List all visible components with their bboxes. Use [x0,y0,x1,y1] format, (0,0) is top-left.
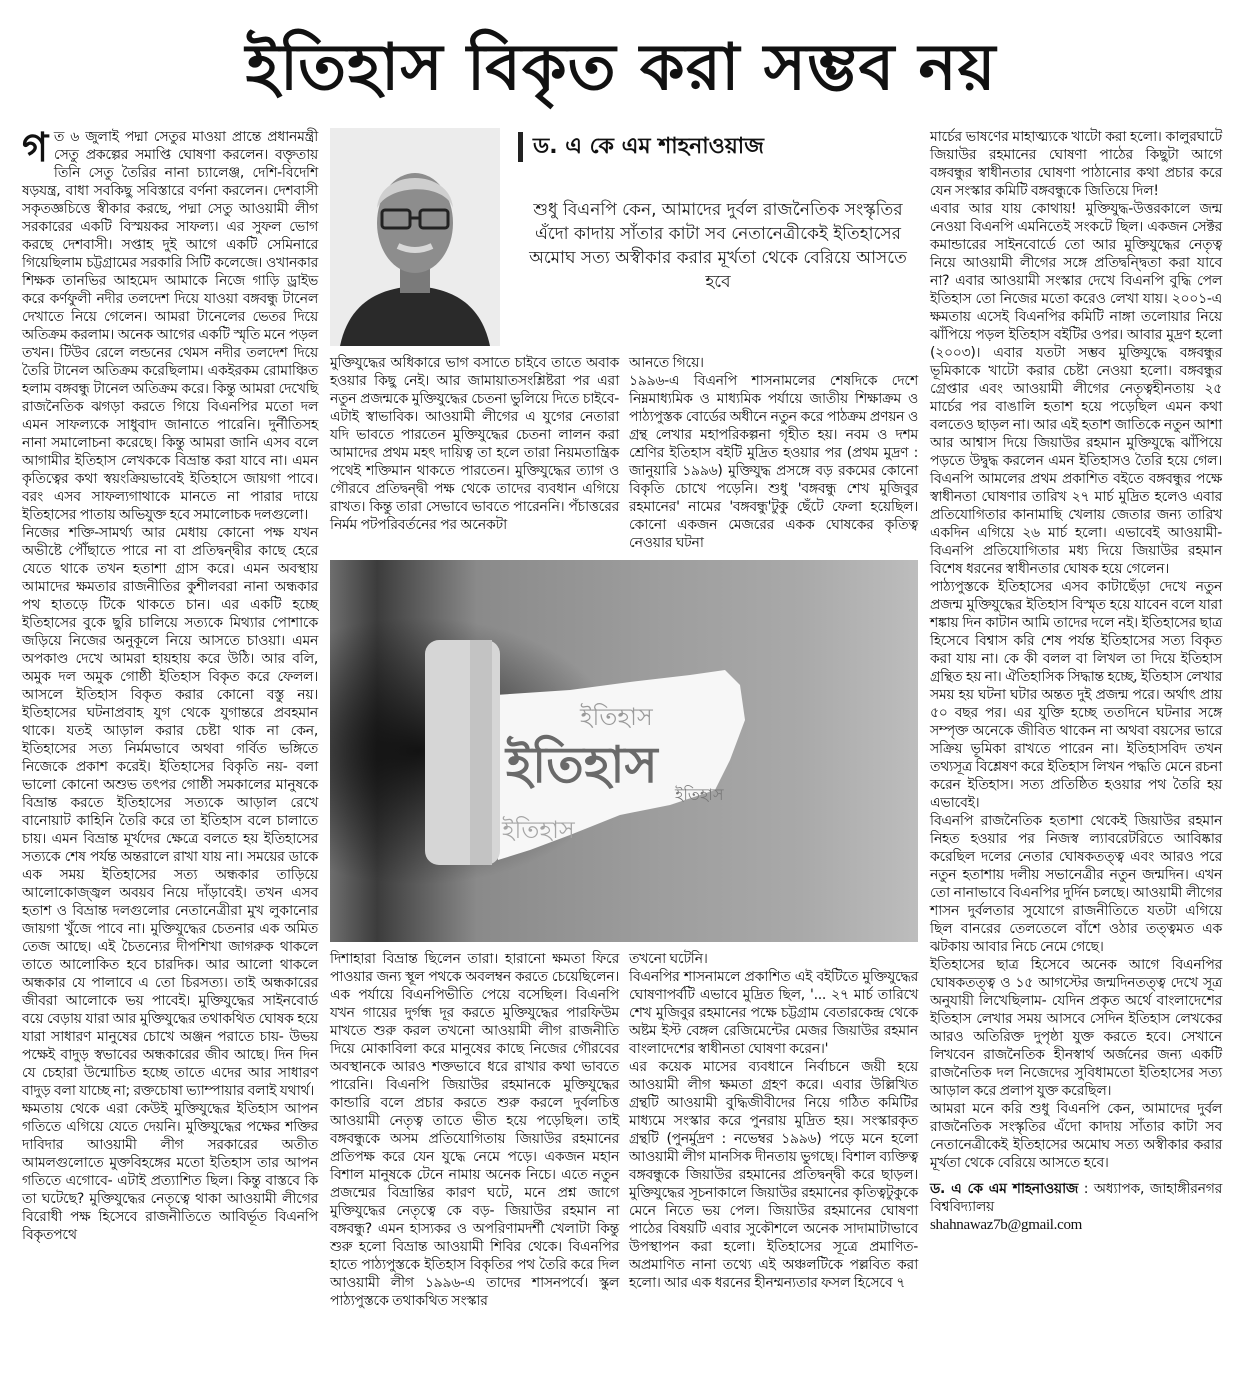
paragraph: বিএনপির শাসনামলে প্রকাশিত এই বইটিতে মুক্তিযুদ্ধের ঘোষণাপর্বটি এভাবে মুদ্রিত ছিল, '... ২৭ মার্চ তারিখে শেখ মুজিবুর রহমানের পক্ষে চট্টগ্রাম বেতারকেন্দ্র থেকে অষ্টম ইস্ট বেঙ্গল রেজিমেন্টের মেজর জিয়াউর রহমান বাংলাদেশের স্বাধীনতা ঘোষণা করেন।' [629,969,918,1057]
columns-top [330,354,918,552]
paragraph: ক্ষমতায় থেকে এরা কেউই মুক্তিযুদ্ধের ইতিহাস আপন গতিতে এগিয়ে যেতে দেয়নি। মুক্তিযুদ্ধের পক্ষের শক্তির দাবিদার আওয়ামী লীগ সরকারের অতীত আমলগুলোতে মুক্তবিহঙ্গের মতো ইতিহাস তার আপন গতিতে এগোবে- এটাই প্রত্যাশিত ছিল। কিন্তু বাস্তবে কি তা ঘটেছে? মুক্তিযুদ্ধের নেতৃত্বে থাকা আওয়ামী লীগের বিরোধী পক্ষ হিসেবে রাজনীতিতে আবির্ভূত বিএনপি বিকৃতপথে [22,1101,318,1243]
paragraph: আমরা মনে করি শুধু বিএনপি কেন, আমাদের দুর্বল রাজনৈতিক সংস্কৃতির এঁদো কাদায় সাঁতার কাটা সব নেতানেত্রীকেই ইতিহাসের অমোঘ সত্য অস্বীকার করার মূর্খতা থেকে বেরিয়ে আসতে হবে। [930,1101,1222,1171]
paragraph: তখনো ঘটেনি। [629,951,708,967]
header-text [518,128,918,294]
illustration-word: ইতিহাস [675,785,724,804]
column-4 [930,128,1222,1234]
illustration-torn-paper [330,560,918,942]
author-byline: ড. এ কে এম শাহনাওয়াজ [518,132,764,162]
paragraph: ইতিহাসের ছাত্র হিসেবে অনেক আগে বিএনপির ঘোষকতত্ত্ব ও ১৫ আগস্টের জন্মদিনতত্ত্ব দেখে সূত্র অনুযায়ী লিখেছিলাম- যেদিন প্রকৃত অর্থে বাংলাদেশের ইতিহাস লেখার সময় আসবে সেদিন ইতিহাস লেখকের আরও অতিরিক্ত দুপৃষ্ঠা যুক্ত করতে হবে। সেখানে লিখবেন রাজনৈতিক হীনস্বার্থ অর্জনের জন্য একটি রাজনৈতিক দল নিজেদের সুবিধামতো ইতিহাসের সত্য আড়াল করে প্রলাপ যুক্ত করেছিল। [930,957,1222,1099]
author-footer [930,1180,1222,1234]
drop-cap: গ [22,125,48,171]
headline: ইতিহাস বিকৃত করা সম্ভব নয় [245,31,997,105]
paragraph: পাঠ্যপুস্তকে ইতিহাসের এসব কাটাছেঁড়া দেখে নতুন প্রজন্ম মুক্তিযুদ্ধের ইতিহাস বিস্মৃত হয়ে যাবেন বলে যারা শঙ্কায় দিন কাটান আমি তাদের দলে নই। ইতিহাসের ছাত্র হিসেবে বিশ্বাস করি শেষ পর্যন্ত ইতিহাসের সত্য বিকৃত করা যায় না। কে কী বলল বা লিখল তা দিয়ে ইতিহাস গ্রন্থিত হয় না। ঐতিহাসিক সিদ্ধান্ত হচ্ছে, ইতিহাস লেখার সময় হয় ঘটনা ঘটার অন্তত দুই প্রজন্ম পরে। অর্থাৎ প্রায় ৫০ বছর পর। এর যুক্তি হচ্ছে ততদিনে ঘটনার সঙ্গে সম্পৃক্ত অনেকে জীবিত থাকেন না অথবা বয়সের ভারে সক্রিয় ভূমিকা রাখতে পারেন না। ইতিহাসবিদ তখন তথ্যসূত্র বিশ্লেষণ করে ইতিহাস লিখন পদ্ধতি মেনে রচনা করেন ইতিহাস। সত্য প্রতিষ্ঠিত হওয়ার পথ তৈরি হয় এভাবেই। [930,579,1222,811]
column-2-top [330,354,619,552]
paragraph: এবার আর যায় কোথায়! মুক্তিযুদ্ধ-উত্তরকালে জন্ম নেওয়া বিএনপি এমনিতেই সংকটে ছিল। একজন সেক্টর কমান্ডারের সাইনবোর্ডে তো আর মুক্তিযুদ্ধের নেতৃত্ব নিয়ে আওয়ামী লীগের সঙ্গে প্রতিদ্বন্দ্বিতা করা যাবে না? এবার আওয়ামী সংস্কার দেখে বিএনপি বুদ্ধি পেল ইতিহাস তো নিজের মতো করেও লেখা যায়। ২০০১-এ ক্ষমতায় এসেই বিএনপির কমিটি নাঙ্গা তলোয়ার নিয়ে ঝাঁপিয়ে পড়ল ইতিহাস বইটির ওপর। আবার মুদ্রণ হলো (২০০৩)। এবার যতটা সম্ভব মুক্তিযুদ্ধে বঙ্গবন্ধুর ভূমিকাকে খাটো করার চেষ্টা নেওয়া হলো। বঙ্গবন্ধুর গ্রেপ্তার এবং আওয়ামী লীগের নেতৃত্বহীনতায় ২৫ মার্চের পর বাঙালি হতাশ হয়ে পড়েছিল এমন কথা বলতেও ছাড়ল না। আর এই হতাশ জাতিকে নতুন আশা আর আশ্বাস দিয়ে জিয়াউর রহমান মুক্তিযুদ্ধে ঝাঁপিয়ে পড়তে উদ্বুদ্ধ করলেন এমন ইতিহাসও তৈরি হয়ে গেল। বিএনপি আমলের প্রথম প্রকাশিত বইতে বঙ্গবন্ধুর পক্ষে স্বাধীনতা ঘোষণার তারিখ ২৭ মার্চ মুদ্রিত হলেও এবার প্রতিযোগিতার কানামাছি খেলায় জেতার জন্য তারিখ একদিন এগিয়ে ২৬ মার্চ হলো। এভাবেই আওয়ামী-বিএনপি প্রতিযোগিতার মধ্য দিয়ে জিয়াউর রহমান বিশেষ ধরনের স্বাধীনতার ঘোষক হয়ে গেলেন। [930,201,1222,577]
illustration-word: ইতিহাস [580,703,653,731]
column-2-bottom [330,950,619,1310]
paragraph: এর কয়েক মাসের ব্যবধানে নির্বাচনে জয়ী হয়ে আওয়ামী লীগ ক্ষমতা গ্রহণ করে। এবার উল্লিখিত গ্রন্থটি আওয়ামী বুদ্ধিজীবীদের নিয়ে গঠিত কমিটির মাধ্যমে সংস্কার করে পুনরায় মুদ্রিত হয়। সংস্কারকৃত গ্রন্থটি (পুনর্মুদ্রণ : নভেম্বর ১৯৯৬) পড়ে মনে হলো আওয়ামী লীগ মানসিক দীনতায় ভুগছে। বিশাল ব্যক্তিত্ব বঙ্গবন্ধুকে জিয়াউর রহমানের প্রতিদ্বন্দ্বী করে ছাড়ল। মুক্তিযুদ্ধের সূচনাকালে জিয়াউর রহমানের কৃতিত্বটুকুকে মেনে নিতে ভয় পেল। জিয়াউর রহমানের ঘোষণা পাঠের বিষয়টি এবার সুকৌশলে অনেক সাদামাটাভাবে উপস্থাপন করা হলো। ইতিহাসের সূত্রে প্রমাণিত-অপ্রমাণিত নানা তথ্যে এই অঞ্চলটিকে পল্লবিত করা হলো। আর এক ধরনের হীনম্মন্যতার ফসল হিসেবে ৭ [629,1059,918,1291]
paragraph [22,125,318,524]
footer-author-role: : অধ্যাপক, জাহাঙ্গীরনগর বিশ্ববিদ্যালয় [930,1181,1222,1215]
illustration-word: ইতিহাস [502,816,575,844]
author-portrait-icon [330,128,500,346]
author-photo [330,128,500,346]
illustration-word-main: ইতিহাস [506,736,658,794]
paragraph-text: ত ৬ জুলাই পদ্মা সেতুর মাওয়া প্রান্তে প্রধানমন্ত্রী সেতু প্রকল্পের সমাপ্তি ঘোষণা করলেন। বক্তৃতায় তিনি সেতু তৈরির নানা চ্যালেঞ্জ, দেশি-বিদেশি ষড়যন্ত্র, বাধা সবকিছু সবিস্তারে বর্ণনা করলেন। দেশবাসী সকৃতজ্ঞচিত্তে স্বীকার করছে, পদ্মা সেতু আওয়ামী লীগ সরকারের একটি বিস্ময়কর সাফল্য। এর সুফল ভোগ করছে দেশবাসী। সপ্তাহ দুই আগে একটি সেমিনারে গিয়েছিলাম চট্টগ্রামের সরকারি সিটি কলেজে। ওখানকার শিক্ষক তানভির আহমেদ আমাকে নিজে গাড়ি ড্রাইভ করে কর্ণফুলী নদীর তলদেশ দিয়ে যাওয়া বঙ্গবন্ধু টানেল দেখাতে নিয়ে গেলেন। আমরা টানেলের ভেতর দিয়ে অতিক্রম করলাম। অনেক আগের একটি স্মৃতি মনে পড়ল তখন। টিউব রেলে লন্ডনের থেমস নদীর তলদেশ দিয়ে তৈরি টানেল অতিক্রম করেছিলাম। একইরকম রোমাঞ্চিত হলাম বঙ্গবন্ধু টানেল অতিক্রম করে। কিন্তু আমরা দেখেছি রাজনৈতিক ঝগড়া করতে গিয়ে বিএনপির মতো দল এমন সাফল্যকে সাধুবাদ জানাতে পারেনি। দুর্নীতিসহ নানা সমালোচনা করেছে। কিন্তু আমরা জানি এসব বলে আগামীর ইতিহাস লেখককে বিভ্রান্ত করা যাবে না। এমন কৃতিত্বের কথা স্বয়ংক্রিয়ভাবেই ইতিহাসে জায়গা পাবে। বরং এসব সাফল্যগাথাকে মানতে না পারার দায়ে ইতিহাসের পাতায় অভিযুক্ত হবে সমালোচক দলগুলো। [22,129,318,523]
columns-bottom [330,950,918,1310]
paragraph: আনতে গিয়ে। [629,355,704,371]
paragraph: বিএনপি রাজনৈতিক হতাশা থেকেই জিয়াউর রহমান নিহত হওয়ার পর নিজস্ব ল্যাবরেটরিতে আবিষ্কার করেছিল দলের নেতার ঘোষকতত্ত্ব এবং আরও পরে নতুন হতাশায় দলীয় সভানেত্রীর নতুন জন্মদিন। এখন তো নানাভাবে বিএনপির দুর্দিন চলছে। আওয়ামী লীগের শাসন দুর্বলতার সুযোগে রাজনীতিতে যতটা এগিয়ে ছিল বানরের তেলতেলে বাঁশে ওঠার তত্ত্বমত এক ঝটকায় আবার নিচে নেমে গেছে। [930,813,1222,955]
article-body [0,118,1242,1310]
article-header [330,128,918,346]
column-3-top [629,354,918,552]
footer-author-name: ড. এ কে এম শাহনাওয়াজ [930,1181,1079,1197]
center-section [330,128,918,1310]
paragraph: ১৯৯৬-এ বিএনপি শাসনামলের শেষদিকে দেশে নিম্নমাধ্যমিক ও মাধ্যমিক পর্যায়ে জাতীয় শিক্ষাক্রম ও পাঠ্যপুস্তক বোর্ডের অধীনে নতুন করে পাঠক্রম প্রণয়ন ও গ্রন্থ লেখার মহাপরিকল্পনা গৃহীত হয়। নবম ও দশম শ্রেণির ইতিহাস বইটি মুদ্রিত হওয়ার পর (প্রথম মুদ্রণ : জানুয়ারি ১৯৯৬) মুক্তিযুদ্ধ প্রসঙ্গে বড় রকমের কোনো বিকৃতি চোখে পড়েনি। শুধু 'বঙ্গবন্ধু শেখ মুজিবুর রহমানের' নামের 'বঙ্গবন্ধু'টুকু ছেঁটে ফেলা হয়েছিল। কোনো একজন মেজরের একক ঘোষকের কৃতিত্ব নেওয়ার ঘটনা [629,373,918,551]
author-email-link[interactable]: shahnawaz7b@gmail.com [930,1217,1083,1233]
paragraph: মুক্তিযুদ্ধের অধিকারে ভাগ বসাতে চাইবে তাতে অবাক হওয়ার কিছু নেই। আর জামায়াতসংশ্লিষ্টরা পর এরা নতুন প্রজন্মকে মুক্তিযুদ্ধের চেতনা ভুলিয়ে দিতে চাইবে- এটাই স্বাভাবিক। আওয়ামী লীগের এ যুগের নেতারা যদি ভাবতে পারতেন মুক্তিযুদ্ধের চেতনা লালন করা আমাদের প্রথম মহৎ দায়িত্ব তা হলে তারা নিয়মতান্ত্রিক পথেই শক্তিমান থাকতে পারতেন। মুক্তিযুদ্ধের ত্যাগ ও গৌরবে প্রতিদ্বন্দ্বী পক্ষ থেকে তাদের ব্যবধান এগিয়ে রাখত। কিন্তু তারা সেভাবে ভাবতে পারেননি। পঁচাত্তরের নির্মম পটপরিবর্তনের পর অনেকটা [330,355,619,533]
torn-paper-image [330,560,918,942]
deck-summary: শুধু বিএনপি কেন, আমাদের দুর্বল রাজনৈতিক সংস্কৃতির এঁদো কাদায় সাঁতার কাটা সব নেতানেত্রীকেই ইতিহাসের অমোঘ সত্য অস্বীকার করার মূর্খতা থেকে বেরিয়ে আসতে হবে [529,200,907,292]
paragraph: মার্চের ভাষণের মাহাত্ম্যকে খাটো করা হলো। কালুরঘাটে জিয়াউর রহমানের ঘোষণা পাঠের কিছুটা আগে বঙ্গবন্ধুর স্বাধীনতার ঘোষণা পাঠানোর কথা প্রচার করে যেন সংস্কার কমিটি বঙ্গবন্ধুকে জিতিয়ে দিল! [930,129,1222,199]
column-3-bottom [629,950,918,1310]
paragraph: নিজের শক্তি-সামর্থ্য আর মেধায় কোনো পক্ষ যখন অভীষ্টে পৌঁছাতে পারে না বা প্রতিদ্বন্দ্বীর কাছে হেরে যেতে থাকে তখন হতাশা গ্রাস করে। এমন অবস্থায় আমাদের ক্ষমতার রাজনীতির কুশীলবরা নানা অন্ধকার পথ হাতড়ে টিকে থাকতে চান। এর একটি হচ্ছে ইতিহাসের বুকে ছুরি চালিয়ে সত্যকে মিথ্যার পোশাকে জড়িয়ে নিজের অনুকূলে নিয়ে আসতে চাওয়া। এমন অপকাণ্ড দেখে আমরা হায়হায় করে উঠি। আর বলি, অমুক দল অমুক গোষ্ঠী ইতিহাস বিকৃত করে ফেলল। আসলে ইতিহাস বিকৃত করার কোনো বস্তু নয়। ইতিহাসের ঘটনাপ্রবাহ যুগ থেকে যুগান্তরে প্রবহমান থাকে। যতই আড়াল করার চেষ্টা থাক না কেন, ইতিহাসের সত্য নির্মমভাবে অথবা গর্বিত ভঙ্গিতে নিজেকে প্রকাশ করেই। ইতিহাসের বিকৃতি নয়- বলা ভালো কোনো অশুভ তৎপর গোষ্ঠী সমকালের মানুষকে বিভ্রান্ত করতে ইতিহাসের সত্যকে আড়াল রেখে বানোয়াট কাহিনি তৈরি করে তা ইতিহাস বলে চালাতে চায়। এমন বিভ্রান্ত মূর্খদের ক্ষেত্রে বলতে হয় ইতিহাসের সত্যকে শেষ পর্যন্ত অন্তরালে রাখা যায় না। সময়ের ডাকে এক সময় ইতিহাসের সত্য অন্ধকার তাড়িয়ে আলোকোজ্জ্বল অবয়ব নিয়ে দাঁড়াবেই। তখন এসব হতাশ ও বিভ্রান্ত দলগুলোর নেতানেত্রীরা মুখ লুকানোর জায়গা খুঁজে পাবে না। মুক্তিযুদ্ধের চেতনার এক অমিত তেজ আছে। এই চৈতন্যের দীপশিখা জাগরুক থাকলে তাতে আলোকিত হবে চারদিক। আর আলো থাকলে অন্ধকার যে পালাবে এ তো চিরসত্য। তাই অন্ধকারের জীবরা আলোকে ভয় পাবেই। মুক্তিযুদ্ধের সাইনবোর্ড বয়ে বেড়ায় যারা আর মুক্তিযুদ্ধের তথাকথিত ঘোষক হয়ে যারা সাধারণ মানুষের চোখে অঞ্জন পরাতে চায়- উভয় পক্ষেই বাদুড় স্বভাবের অন্ধকারের জীব আছে। দিন দিন যে চেহারা উন্মোচিত হচ্ছে তাতে এদের আর সাধারণ বাদুড় বলা যাচ্ছে না; রক্তচোষা ভ্যাম্পায়ার বলাই যথার্থ। [22,525,318,1099]
paragraph: দিশাহারা বিভ্রান্ত ছিলেন তারা। হারানো ক্ষমতা ফিরে পাওয়ার জন্য স্থূল পথকে অবলম্বন করতে চেয়েছিলেন। এক পর্যায়ে বিএনপিভীতি পেয়ে বসেছিল। বিএনপি যখন গায়ের দুর্গন্ধ দূর করতে মুক্তিযুদ্ধের পারফিউম মাখতে শুরু করল তখনো আওয়ামী লীগ রাজনীতি দিয়ে মোকাবিলা করে মানুষের কাছে নিজের গৌরবের অবস্থানকে আরও শক্তভাবে ধরে রাখার কথা ভাবতে পারেনি। বিএনপি জিয়াউর রহমানকে মুক্তিযুদ্ধের কান্ডারি বলে প্রচার করতে শুরু করলে দুর্বলচিত্ত আওয়ামী নেতৃত্ব তাতে ভীত হয়ে পড়েছিল। তাই বঙ্গবন্ধুকে অসম প্রতিযোগিতায় জিয়াউর রহমানের প্রতিপক্ষ করে যেন যুদ্ধে নেমে পড়ে। একজন মহান বিশাল মানুষকে টেনে নামায় অনেক নিচে। এতে নতুন প্রজন্মের বিভ্রান্তির কারণ ঘটে, মনে প্রশ্ন জাগে মুক্তিযুদ্ধের নেতৃত্বে কে বড়- জিয়াউর রহমান না বঙ্গবন্ধু? এমন হাস্যকর ও অপরিণামদর্শী খেলাটা কিন্তু শুরু হলো বিভ্রান্ত আওয়ামী শিবির থেকে। বিএনপির হাতে পাঠ্যপুস্তকে ইতিহাস বিকৃতির পথ তৈরি করে দিল আওয়ামী লীগ ১৯৯৬-এ তাদের শাসনপর্বে। স্কুল পাঠ্যপুস্তকে তথাকথিত সংস্কার [330,951,619,1309]
column-1 [22,125,318,1244]
